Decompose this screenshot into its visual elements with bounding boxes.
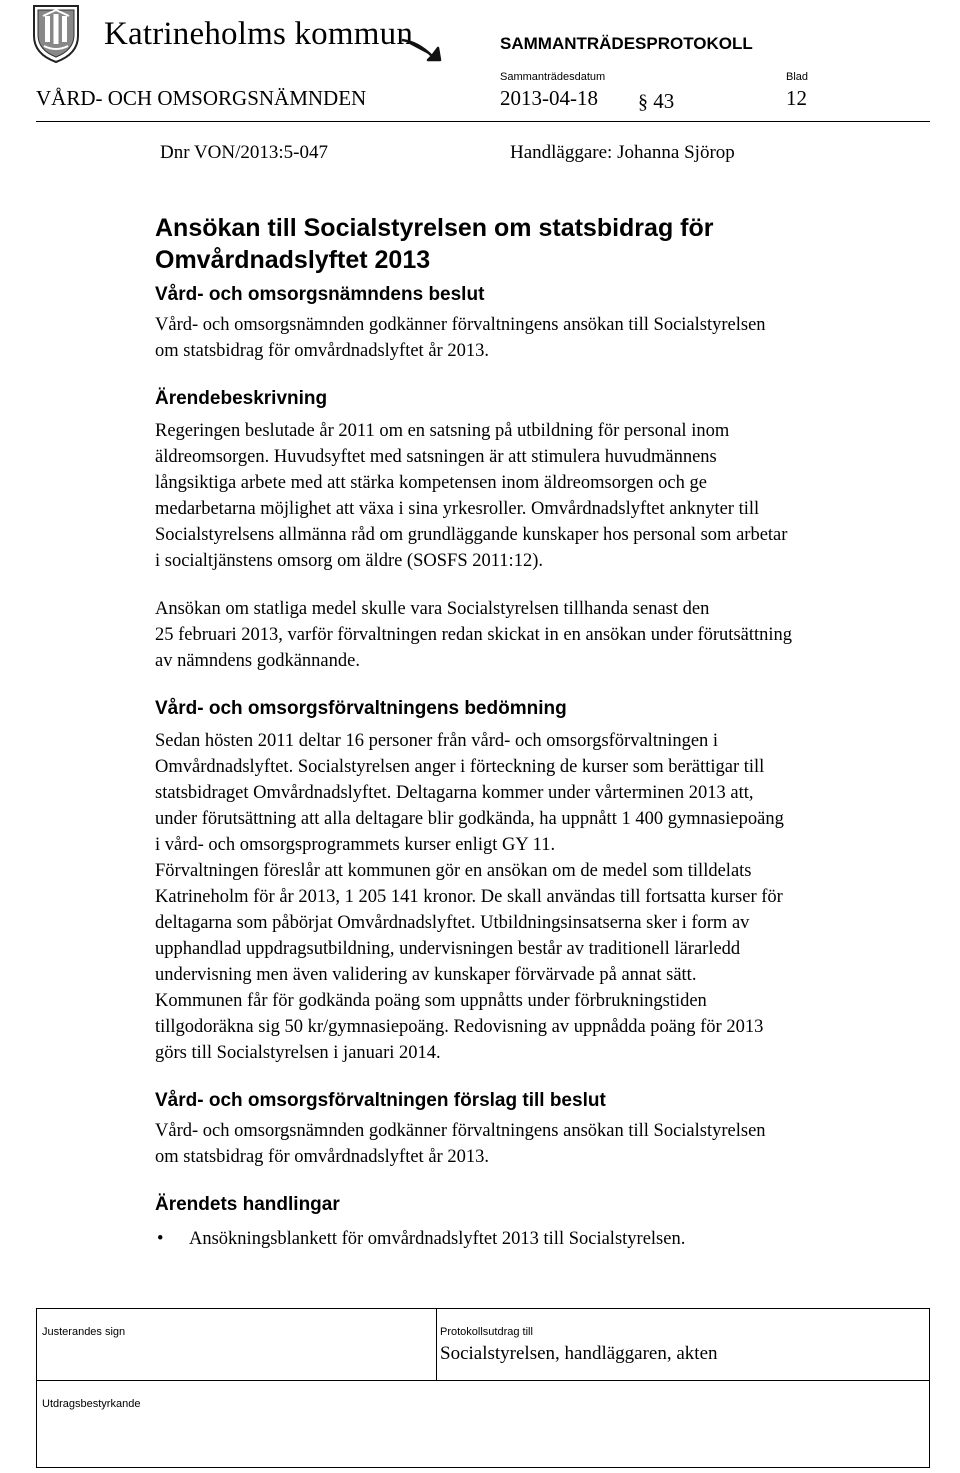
case-number: Dnr VON/2013:5-047 bbox=[160, 142, 329, 163]
protocol-to-label: Protokollsutdrag till bbox=[440, 1326, 533, 1338]
bullet-icon: • bbox=[157, 1229, 164, 1249]
document-body bbox=[155, 212, 925, 1252]
decision-paragraph: Vård- och omsorgsnämnden godkänner förvaltningens ansökan till Socialstyrelsen om statsbidrag för omvårdnadslyftet år 2013. bbox=[155, 315, 766, 361]
documents-list bbox=[155, 1226, 925, 1252]
logo-swoosh-icon bbox=[400, 36, 442, 62]
list-item bbox=[155, 1226, 925, 1252]
signature-label: Justerandes sign bbox=[42, 1326, 126, 1338]
sheet-label: Blad bbox=[786, 71, 809, 83]
description-paragraph-1: Regeringen beslutade år 2011 om en satsning på utbildning för personal inom äldreomsorgen. Huvudsyftet med satsningen är att stimulera huvudmännens långsiktiga arbete med att stärka kompetensen inom äldreomsorgen och ge medarbetarna möjlighet att växa i sina yrkesroller. Omvårdnadslyftet anknyter till Socialstyrelsens allmänna råd om grundläggande kunskaper hos personal som arbetar i socialtjänstens omsorg om äldre (SOSFS 2011:12). bbox=[155, 421, 788, 571]
section-heading-decision: Vård- och omsorgsnämndens beslut bbox=[155, 284, 485, 305]
assessment-paragraph: Sedan hösten 2011 deltar 16 personer från vård- och omsorgsförvaltningen i Omvårdnadslyftet. Socialstyrelsen anger i förteckning de kurser som berättigar till statsbidraget Omvårdnadslyftet. Deltagarna kommer under vårterminen 2013 att, under förutsättning att alla deltagare blir godkända, ha uppnått 1 400 gymnasiepoäng i vård- och omsorgsprogrammets kurser enligt GY 11. Förvaltningen föreslår att kommunen gör en ansökan om de medel som tilldelats Katrineholm för år 2013, 1 205 141 kronor. De skall användas till fortsatta kurser för deltagarna som påbörjat Omvårdnadslyftet. Utbildningsinsatserna sker i form av upphandlad uppdragsutbildning, undervisningen består av traditionell lärarledd undervisning men även validering av kunskaper förvärvade på annat sätt. Kommunen får för godkända poäng som uppnåtts under förbrukningstiden tillgodoräkna sig 50 kr/gymnasiepoäng. Redovisning av uppnådda poäng för 2013 görs till Socialstyrelsen i januari 2014. bbox=[155, 731, 784, 1063]
document-item-text: Ansökningsblankett för omvårdnadslyftet 2013 till Socialstyrelsen. bbox=[189, 1229, 686, 1249]
footer-column-divider bbox=[436, 1308, 437, 1380]
proposal-paragraph: Vård- och omsorgsnämnden godkänner förvaltningens ansökan till Socialstyrelsen om statsbidrag för omvårdnadslyftet år 2013. bbox=[155, 1121, 766, 1167]
footer-divider bbox=[36, 1380, 930, 1381]
sheet-number: 12 bbox=[786, 86, 807, 110]
paragraph-sign: § bbox=[638, 91, 648, 113]
document-title: Ansökan till Socialstyrelsen om statsbidrag för Omvårdnadslyftet 2013 bbox=[155, 214, 714, 274]
section-heading-description: Ärendebeskrivning bbox=[155, 388, 328, 409]
paragraph-number bbox=[638, 87, 674, 116]
section-heading-proposal: Vård- och omsorgsförvaltningen förslag till beslut bbox=[155, 1090, 606, 1111]
protocol-to-value: Socialstyrelsen, handläggaren, akten bbox=[440, 1343, 718, 1364]
municipality-logo-text: Katrineholms kommun bbox=[104, 16, 414, 52]
header-divider bbox=[36, 121, 930, 122]
coat-of-arms-icon bbox=[30, 2, 82, 64]
extract-label: Utdragsbestyrkande bbox=[42, 1398, 141, 1410]
date-label: Sammanträdesdatum bbox=[500, 71, 606, 83]
section-heading-assessment: Vård- och omsorgsförvaltningens bedömning bbox=[155, 698, 567, 719]
case-officer: Handläggare: Johanna Sjörop bbox=[510, 142, 735, 163]
paragraph-number-value: 43 bbox=[653, 89, 675, 113]
committee-name: VÅRD- OCH OMSORGSNÄMNDEN bbox=[36, 86, 367, 110]
description-paragraph-2: Ansökan om statliga medel skulle vara Socialstyrelsen tillhanda senast den 25 februari 2013, varför förvaltningen redan skickat in en ansökan under förutsättning av nämndens godkännande. bbox=[155, 599, 793, 671]
section-heading-documents: Ärendets handlingar bbox=[155, 1194, 340, 1215]
protocol-title: SAMMANTRÄDESPROTOKOLL bbox=[500, 34, 753, 53]
meeting-date: 2013-04-18 bbox=[500, 86, 598, 110]
